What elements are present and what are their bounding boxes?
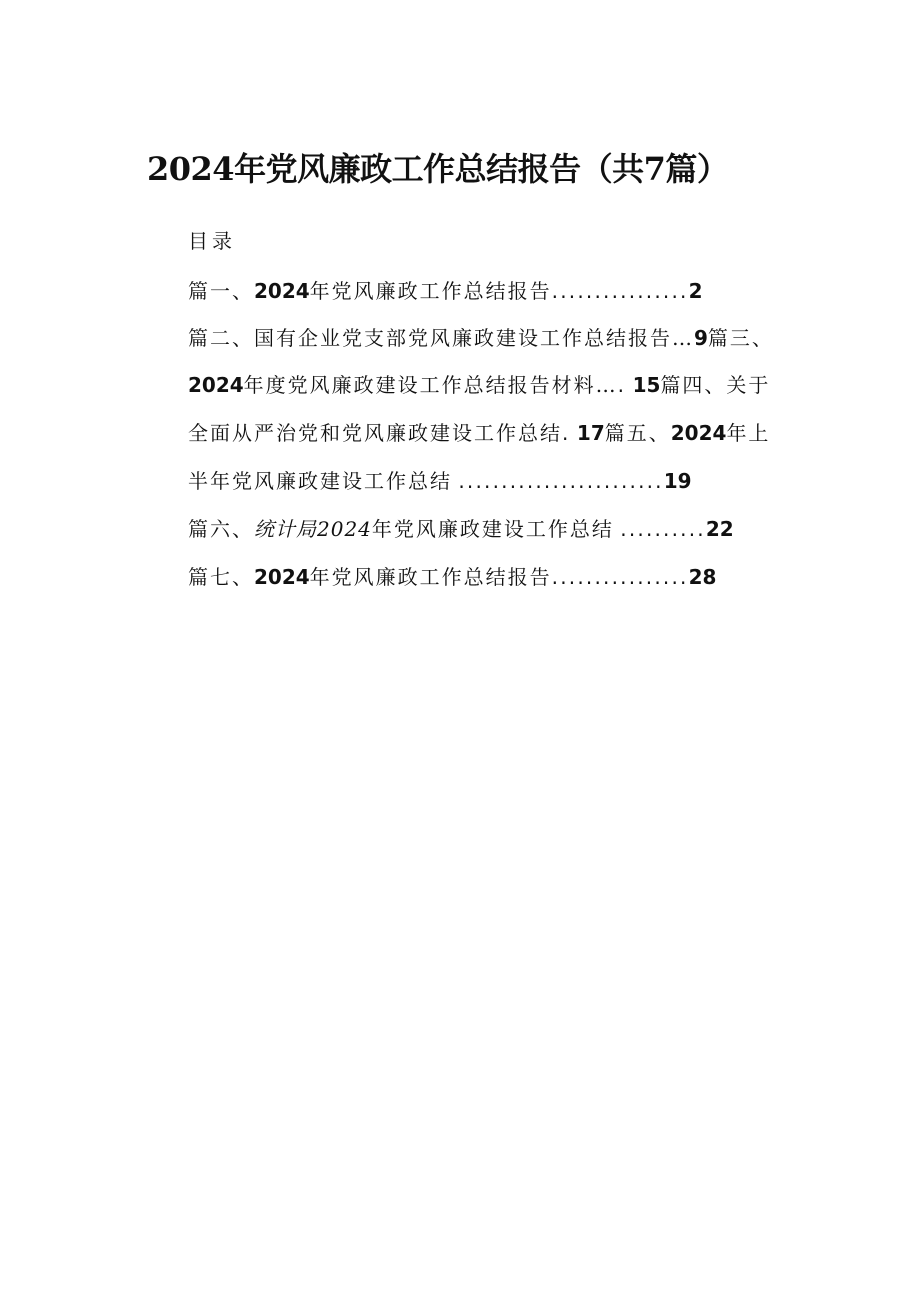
toc-entry-5-year: 2024 xyxy=(670,421,727,445)
toc-entry-4-prefix: 篇四、关于 xyxy=(660,373,771,397)
toc-entry-3-year: 2024 xyxy=(188,373,244,397)
toc-entry-1-dots: ................ xyxy=(551,279,689,303)
toc-entry-6-page: 22 xyxy=(705,517,734,541)
toc-entry-1-page: 2 xyxy=(688,279,703,303)
toc-entry-1-title: 年党风廉政工作总结报告 xyxy=(309,279,552,303)
toc-entry-3-title: 年度党风廉政建设工作总结报告材料… xyxy=(243,373,618,397)
toc-entry-3-dots: . xyxy=(617,373,627,397)
toc-entry-2-title: 篇二、国有企业党支部党风廉政建设工作总结报告… xyxy=(188,326,694,350)
toc-entry-6[interactable] xyxy=(188,514,734,544)
toc-entry-1-year: 2024 xyxy=(254,279,310,303)
toc-entry-2-page: 9 xyxy=(694,326,708,350)
toc-entry-5-title-end: 半年党风廉政建设工作总结 xyxy=(188,469,452,493)
toc-entry-6-org: 统计局2024 xyxy=(254,517,372,541)
toc-entry-6-dots: .......... xyxy=(620,517,706,541)
toc-entry-7-dots: ................ xyxy=(551,565,689,589)
toc-entry-6-title: 年党风廉政建设工作总结 xyxy=(371,517,614,541)
toc-entry-1-prefix: 篇一、 xyxy=(188,279,254,303)
toc-entry-4-dots: . xyxy=(562,421,571,445)
toc-entry-5-dots: ........................ xyxy=(458,469,664,493)
toc-heading: 目录 xyxy=(188,229,236,253)
toc-entry-3-page: 15 xyxy=(632,373,661,397)
toc-entry-7-page: 28 xyxy=(688,565,717,589)
toc-entry-3[interactable] xyxy=(188,370,770,400)
toc-entry-7-year: 2024 xyxy=(254,565,310,589)
toc-entry-5-title-start: 年上 xyxy=(726,421,771,445)
toc-entry-2[interactable] xyxy=(188,323,774,353)
toc-entry-1[interactable] xyxy=(188,276,703,306)
toc-entry-4[interactable] xyxy=(188,418,770,448)
toc-entry-4-page: 17 xyxy=(576,421,605,445)
toc-entry-7-prefix: 篇七、 xyxy=(188,565,254,589)
toc-entry-7[interactable] xyxy=(188,562,716,592)
toc-entry-4-title: 全面从严治党和党风廉政建设工作总结 xyxy=(188,421,562,445)
toc-entry-6-prefix: 篇六、 xyxy=(188,517,254,541)
toc-entry-3-prefix: 篇三、 xyxy=(707,326,774,350)
document-title: 2024年党风廉政工作总结报告（共7篇） xyxy=(147,150,729,188)
toc-entry-7-title: 年党风廉政工作总结报告 xyxy=(309,565,552,589)
toc-entry-5[interactable] xyxy=(188,466,692,496)
toc-entry-5-prefix: 篇五、 xyxy=(604,421,671,445)
toc-entry-5-page: 19 xyxy=(663,469,692,493)
